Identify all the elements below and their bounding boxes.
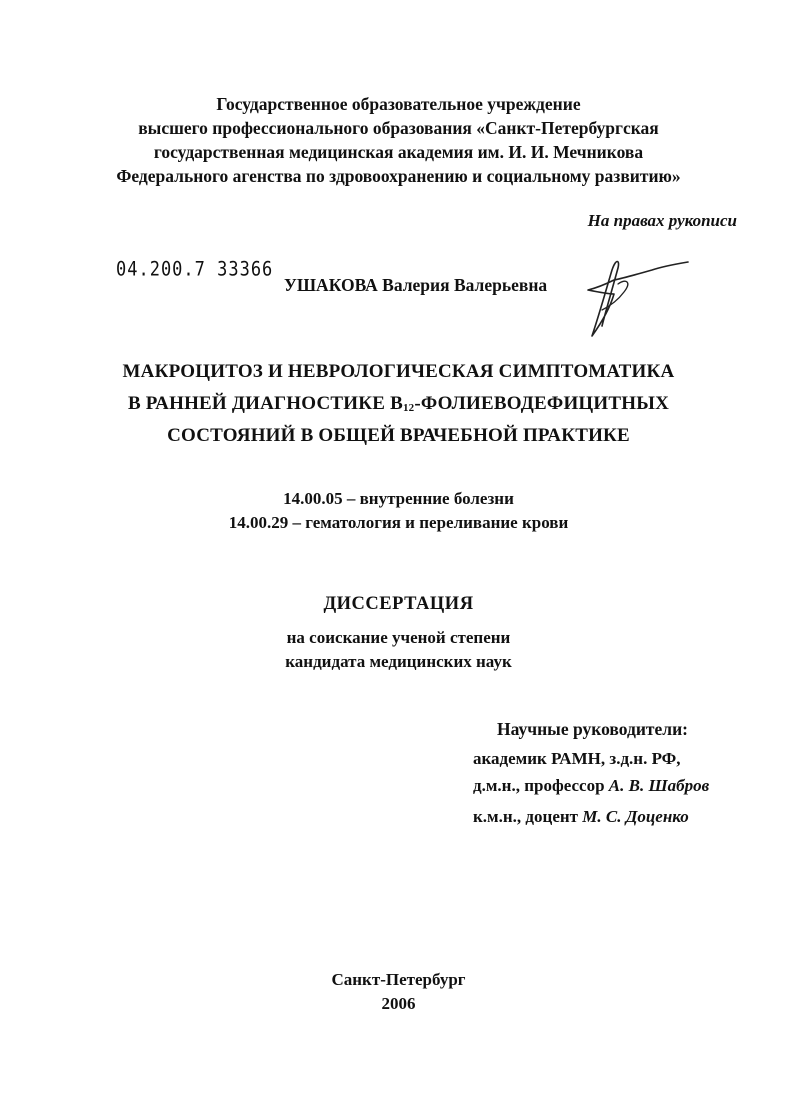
- dissertation-title: [0, 356, 797, 452]
- title-line: В РАННЕЙ ДИАГНОСТИКЕ $В_{12}$-ФОЛИЕВОДЕФИЦИТНЫХ: [127, 393, 670, 414]
- institution-line: высшего профессионального образования «Санкт-Петербургская: [138, 118, 659, 138]
- specialty-codes: [0, 487, 797, 535]
- manuscript-note: На правах рукописи: [587, 211, 737, 230]
- specialty-line: 14.00.29 – гематология и переливание крови: [228, 513, 569, 532]
- institution-line: Государственное образовательное учреждение: [216, 94, 581, 114]
- institution-line: Федерального агенства по здровоохранению и социальному развитию»: [116, 166, 681, 186]
- footer-city: Санкт-Петербург: [331, 970, 466, 989]
- degree-line: на соискание ученой степени: [286, 628, 511, 647]
- registration-stamp: 04.200.7 33366: [116, 258, 274, 281]
- supervisors-heading: Научные руководители:: [497, 719, 689, 739]
- specialty-line: 14.00.05 – внутренние болезни: [283, 489, 514, 508]
- supervisor-title: академик РАМН, з.д.н. РФ,: [473, 749, 681, 768]
- institution-line: государственная медицинская академия им. И. И. Мечникова: [153, 142, 644, 162]
- title-line: СОСТОЯНИЙ В ОБЩЕЙ ВРАЧЕБНОЙ ПРАКТИКЕ: [167, 425, 630, 446]
- document-type: ДИССЕРТАЦИЯ: [323, 594, 474, 614]
- supervisors-list: [473, 746, 709, 832]
- title-line: МАКРОЦИТОЗ И НЕВРОЛОГИЧЕСКАЯ СИМПТОМАТИКА: [122, 361, 675, 382]
- supervisor-2: к.м.н., доцент М. С. Доценко: [473, 807, 689, 826]
- degree-line: кандидата медицинских наук: [285, 652, 512, 671]
- institution-header: [0, 92, 797, 188]
- supervisor-1: д.м.н., профессор А. В. Шабров: [473, 776, 710, 795]
- footer-year: 2006: [381, 994, 416, 1013]
- signature-mark: [562, 248, 692, 343]
- author-name: УШАКОВА Валерия Валерьевна: [284, 275, 548, 295]
- degree-statement: [0, 626, 797, 674]
- footer-place-date: [0, 968, 797, 1016]
